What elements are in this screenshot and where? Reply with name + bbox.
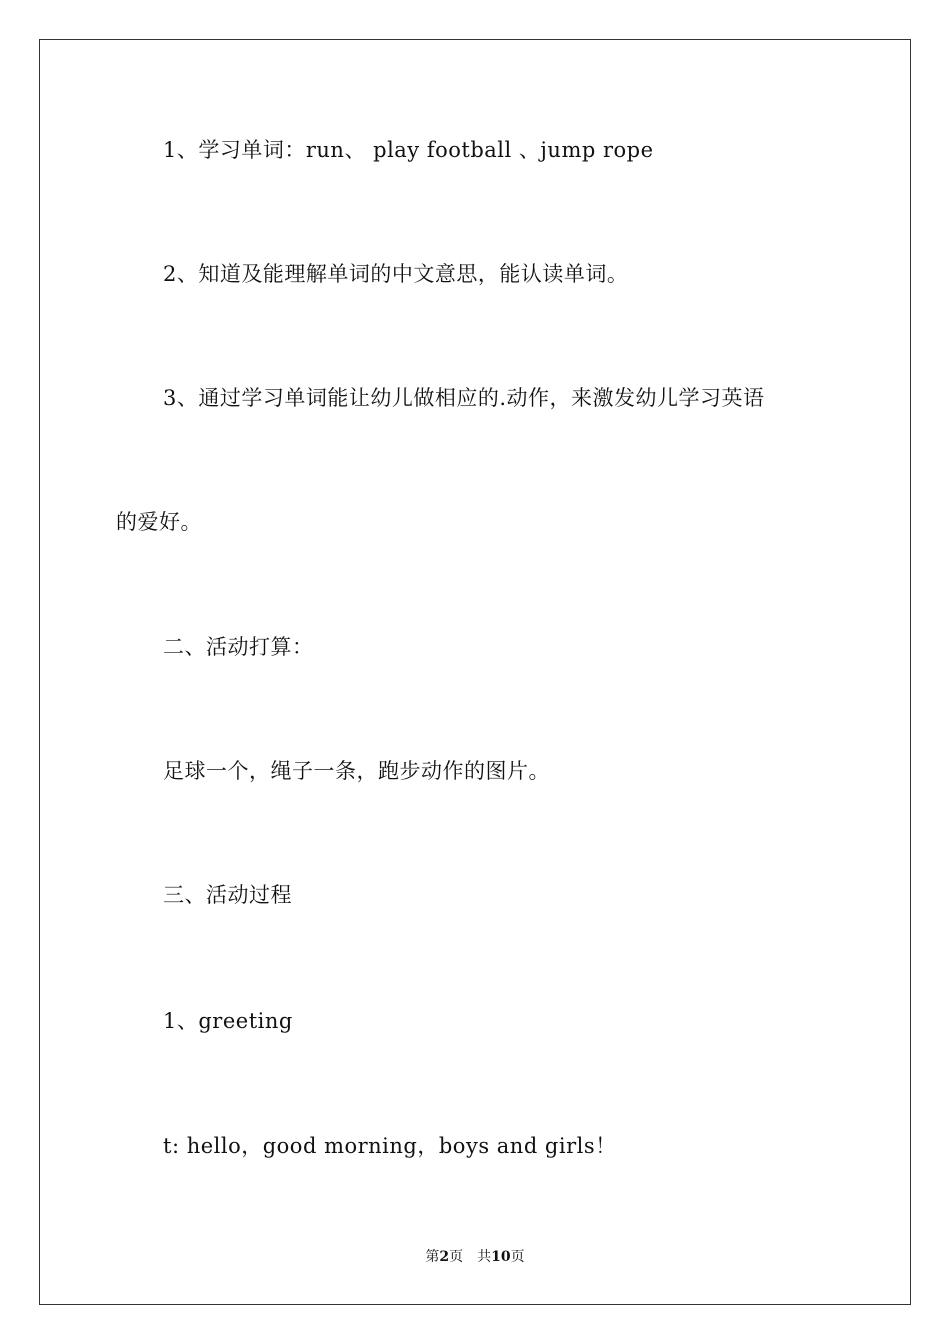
preparation-materials: 足球一个，绳子一条，跑步动作的图片。 bbox=[163, 759, 550, 783]
footer-total-prefix: 共 bbox=[477, 1249, 492, 1265]
objective-3-continued: 的爱好。 bbox=[116, 510, 202, 534]
footer-page-total: 10 bbox=[491, 1249, 511, 1265]
process-step-greeting: 1、greeting bbox=[163, 1009, 293, 1033]
section-heading-preparation: 二、活动打算： bbox=[163, 635, 314, 659]
objective-1: 1、学习单词：run、 play football 、jump rope bbox=[163, 138, 654, 162]
page-border bbox=[39, 39, 911, 1305]
teacher-greeting-line: t: hello，good morning，boys and girls！ bbox=[163, 1134, 617, 1158]
footer-page-suffix: 页 bbox=[449, 1249, 464, 1265]
footer-page-current: 2 bbox=[439, 1249, 450, 1265]
objective-3: 3、通过学习单词能让幼儿做相应的.动作，来激发幼儿学习英语 bbox=[163, 386, 765, 410]
footer-total-suffix: 页 bbox=[510, 1249, 525, 1265]
section-heading-process: 三、活动过程 bbox=[163, 883, 292, 907]
objective-2: 2、知道及能理解单词的中文意思，能认读单词。 bbox=[163, 262, 629, 286]
page-footer bbox=[0, 1247, 950, 1267]
footer-page-prefix: 第 bbox=[425, 1249, 440, 1265]
